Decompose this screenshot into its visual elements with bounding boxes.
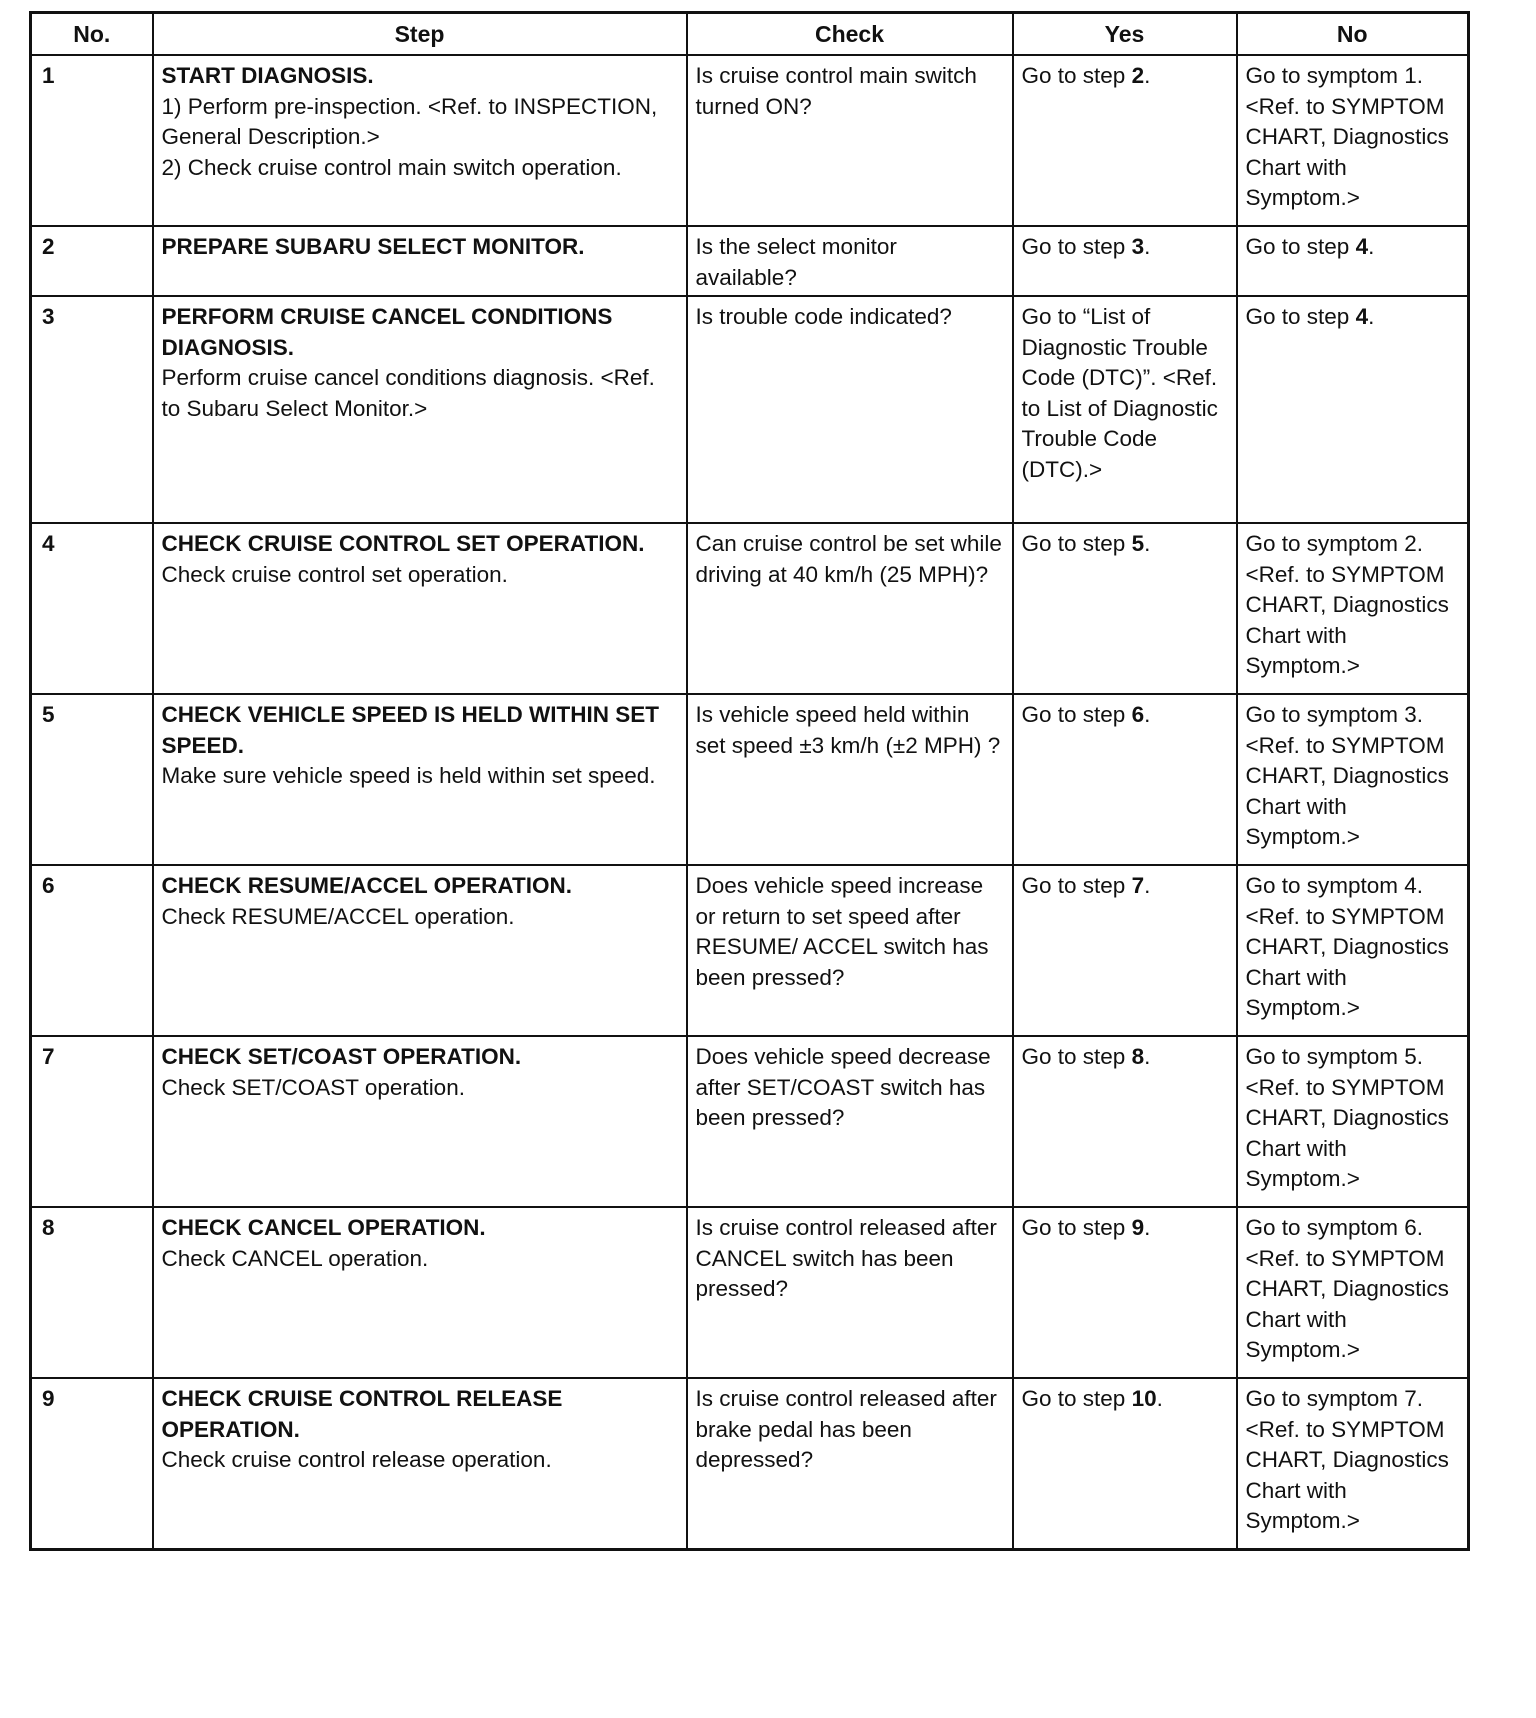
step-title: CHECK SET/COAST OPERATION. [161, 1044, 522, 1069]
yes-cell: Go to step 9. [1013, 1207, 1237, 1378]
check-cell: Is the select monitor available? [687, 226, 1013, 296]
table-row [31, 226, 1469, 296]
row-number: 7 [31, 1036, 153, 1207]
no-cell: Go to symptom 1. <Ref. to SYMPTOM CHART, Diagnostics Chart with Symptom.> [1237, 55, 1469, 226]
goto-step-number: 4 [1355, 234, 1369, 259]
row-number: 9 [31, 1378, 153, 1549]
goto-step-number: 10 [1131, 1386, 1157, 1411]
check-cell: Does vehicle speed decrease after SET/COAST switch has been pressed? [687, 1036, 1013, 1207]
no-cell: Go to step 4. [1237, 226, 1469, 296]
step-cell [153, 694, 687, 865]
yes-cell: Go to step 10. [1013, 1378, 1237, 1549]
step-title: CHECK VEHICLE SPEED IS HELD WITHIN SET SPEED. [161, 702, 660, 758]
step-title: PREPARE SUBARU SELECT MONITOR. [161, 234, 585, 259]
table-row [31, 1036, 1469, 1207]
header-no-result: No [1237, 13, 1469, 56]
check-cell: Is cruise control released after brake pedal has been depressed? [687, 1378, 1013, 1549]
check-cell: Can cruise control be set while driving at 40 km/h (25 MPH)? [687, 523, 1013, 694]
yes-cell: Go to step 8. [1013, 1036, 1237, 1207]
yes-cell: Go to step 7. [1013, 865, 1237, 1036]
step-cell [153, 865, 687, 1036]
table-row [31, 1207, 1469, 1378]
step-title: PERFORM CRUISE CANCEL CONDITIONS DIAGNOSIS. [161, 304, 613, 360]
goto-step-number: 6 [1131, 702, 1145, 727]
no-cell: Go to symptom 7. <Ref. to SYMPTOM CHART, Diagnostics Chart with Symptom.> [1237, 1378, 1469, 1549]
header-no: No. [31, 13, 153, 56]
step-instruction: Check cruise control release operation. [161, 1447, 552, 1472]
row-number: 3 [31, 296, 153, 523]
row-number: 4 [31, 523, 153, 694]
row-number: 5 [31, 694, 153, 865]
table-row [31, 296, 1469, 523]
diagnostic-table [29, 11, 1470, 1551]
row-number: 1 [31, 55, 153, 226]
check-cell: Does vehicle speed increase or return to set speed after RESUME/ ACCEL switch has been pressed? [687, 865, 1013, 1036]
step-title: CHECK CRUISE CONTROL RELEASE OPERATION. [161, 1386, 563, 1442]
step-title: CHECK RESUME/ACCEL OPERATION. [161, 873, 572, 898]
step-cell [153, 523, 687, 694]
step-instruction: Check RESUME/ACCEL operation. [161, 903, 515, 929]
header-row [31, 13, 1469, 56]
no-cell: Go to symptom 2. <Ref. to SYMPTOM CHART, Diagnostics Chart with Symptom.> [1237, 523, 1469, 694]
step-title: START DIAGNOSIS. [161, 63, 374, 88]
step-cell [153, 1207, 687, 1378]
step-cell [153, 296, 687, 523]
goto-step-number: 9 [1131, 1215, 1145, 1240]
goto-step-number: 8 [1131, 1044, 1145, 1069]
table-row [31, 523, 1469, 694]
goto-step-number: 4 [1355, 304, 1369, 329]
row-number: 8 [31, 1207, 153, 1378]
step-instruction: Check CANCEL operation. [161, 1245, 429, 1271]
header-check: Check [687, 13, 1013, 56]
header-step: Step [153, 13, 687, 56]
check-cell: Is cruise control main switch turned ON? [687, 55, 1013, 226]
no-cell: Go to step 4. [1237, 296, 1469, 523]
header-yes: Yes [1013, 13, 1237, 56]
step-title: CHECK CANCEL OPERATION. [161, 1215, 486, 1240]
yes-cell: Go to step 6. [1013, 694, 1237, 865]
step-cell [153, 55, 687, 226]
table-row [31, 55, 1469, 226]
step-instruction: Make sure vehicle speed is held within set speed. [161, 763, 656, 788]
check-cell: Is trouble code indicated? [687, 296, 1013, 523]
yes-cell: Go to step 3. [1013, 226, 1237, 296]
goto-step-number: 3 [1131, 234, 1145, 259]
table-row [31, 694, 1469, 865]
table-row [31, 865, 1469, 1036]
goto-step-number: 2 [1131, 63, 1145, 88]
no-cell: Go to symptom 6. <Ref. to SYMPTOM CHART, Diagnostics Chart with Symptom.> [1237, 1207, 1469, 1378]
yes-cell: Go to step 2. [1013, 55, 1237, 226]
table-row [31, 1378, 1469, 1549]
check-cell: Is cruise control released after CANCEL switch has been pressed? [687, 1207, 1013, 1378]
step-cell [153, 1036, 687, 1207]
no-cell: Go to symptom 5. <Ref. to SYMPTOM CHART, Diagnostics Chart with Symptom.> [1237, 1036, 1469, 1207]
goto-step-number: 7 [1131, 873, 1145, 898]
yes-cell: Go to “List of Diagnostic Trouble Code (DTC)”. <Ref. to List of Diagnostic Trouble Code (DTC).> [1013, 296, 1237, 523]
step-instruction: 2) Check cruise control main switch operation. [161, 154, 622, 180]
yes-cell: Go to step 5. [1013, 523, 1237, 694]
goto-step-number: 5 [1131, 531, 1145, 556]
row-number: 2 [31, 226, 153, 296]
step-instruction: Check cruise control set operation. [161, 561, 508, 587]
row-number: 6 [31, 865, 153, 1036]
step-instruction: Perform cruise cancel conditions diagnosis. <Ref. to Subaru Select Monitor.> [161, 365, 655, 421]
check-cell: Is vehicle speed held within set speed ±3 km/h (±2 MPH) ? [687, 694, 1013, 865]
no-cell: Go to symptom 4. <Ref. to SYMPTOM CHART, Diagnostics Chart with Symptom.> [1237, 865, 1469, 1036]
step-instruction: Check SET/COAST operation. [161, 1074, 465, 1100]
step-cell [153, 226, 687, 296]
step-instruction: 1) Perform pre-inspection. <Ref. to INSPECTION, General Description.> [161, 93, 658, 149]
no-cell: Go to symptom 3. <Ref. to SYMPTOM CHART, Diagnostics Chart with Symptom.> [1237, 694, 1469, 865]
step-title: CHECK CRUISE CONTROL SET OPERATION. [161, 531, 645, 556]
step-cell [153, 1378, 687, 1549]
